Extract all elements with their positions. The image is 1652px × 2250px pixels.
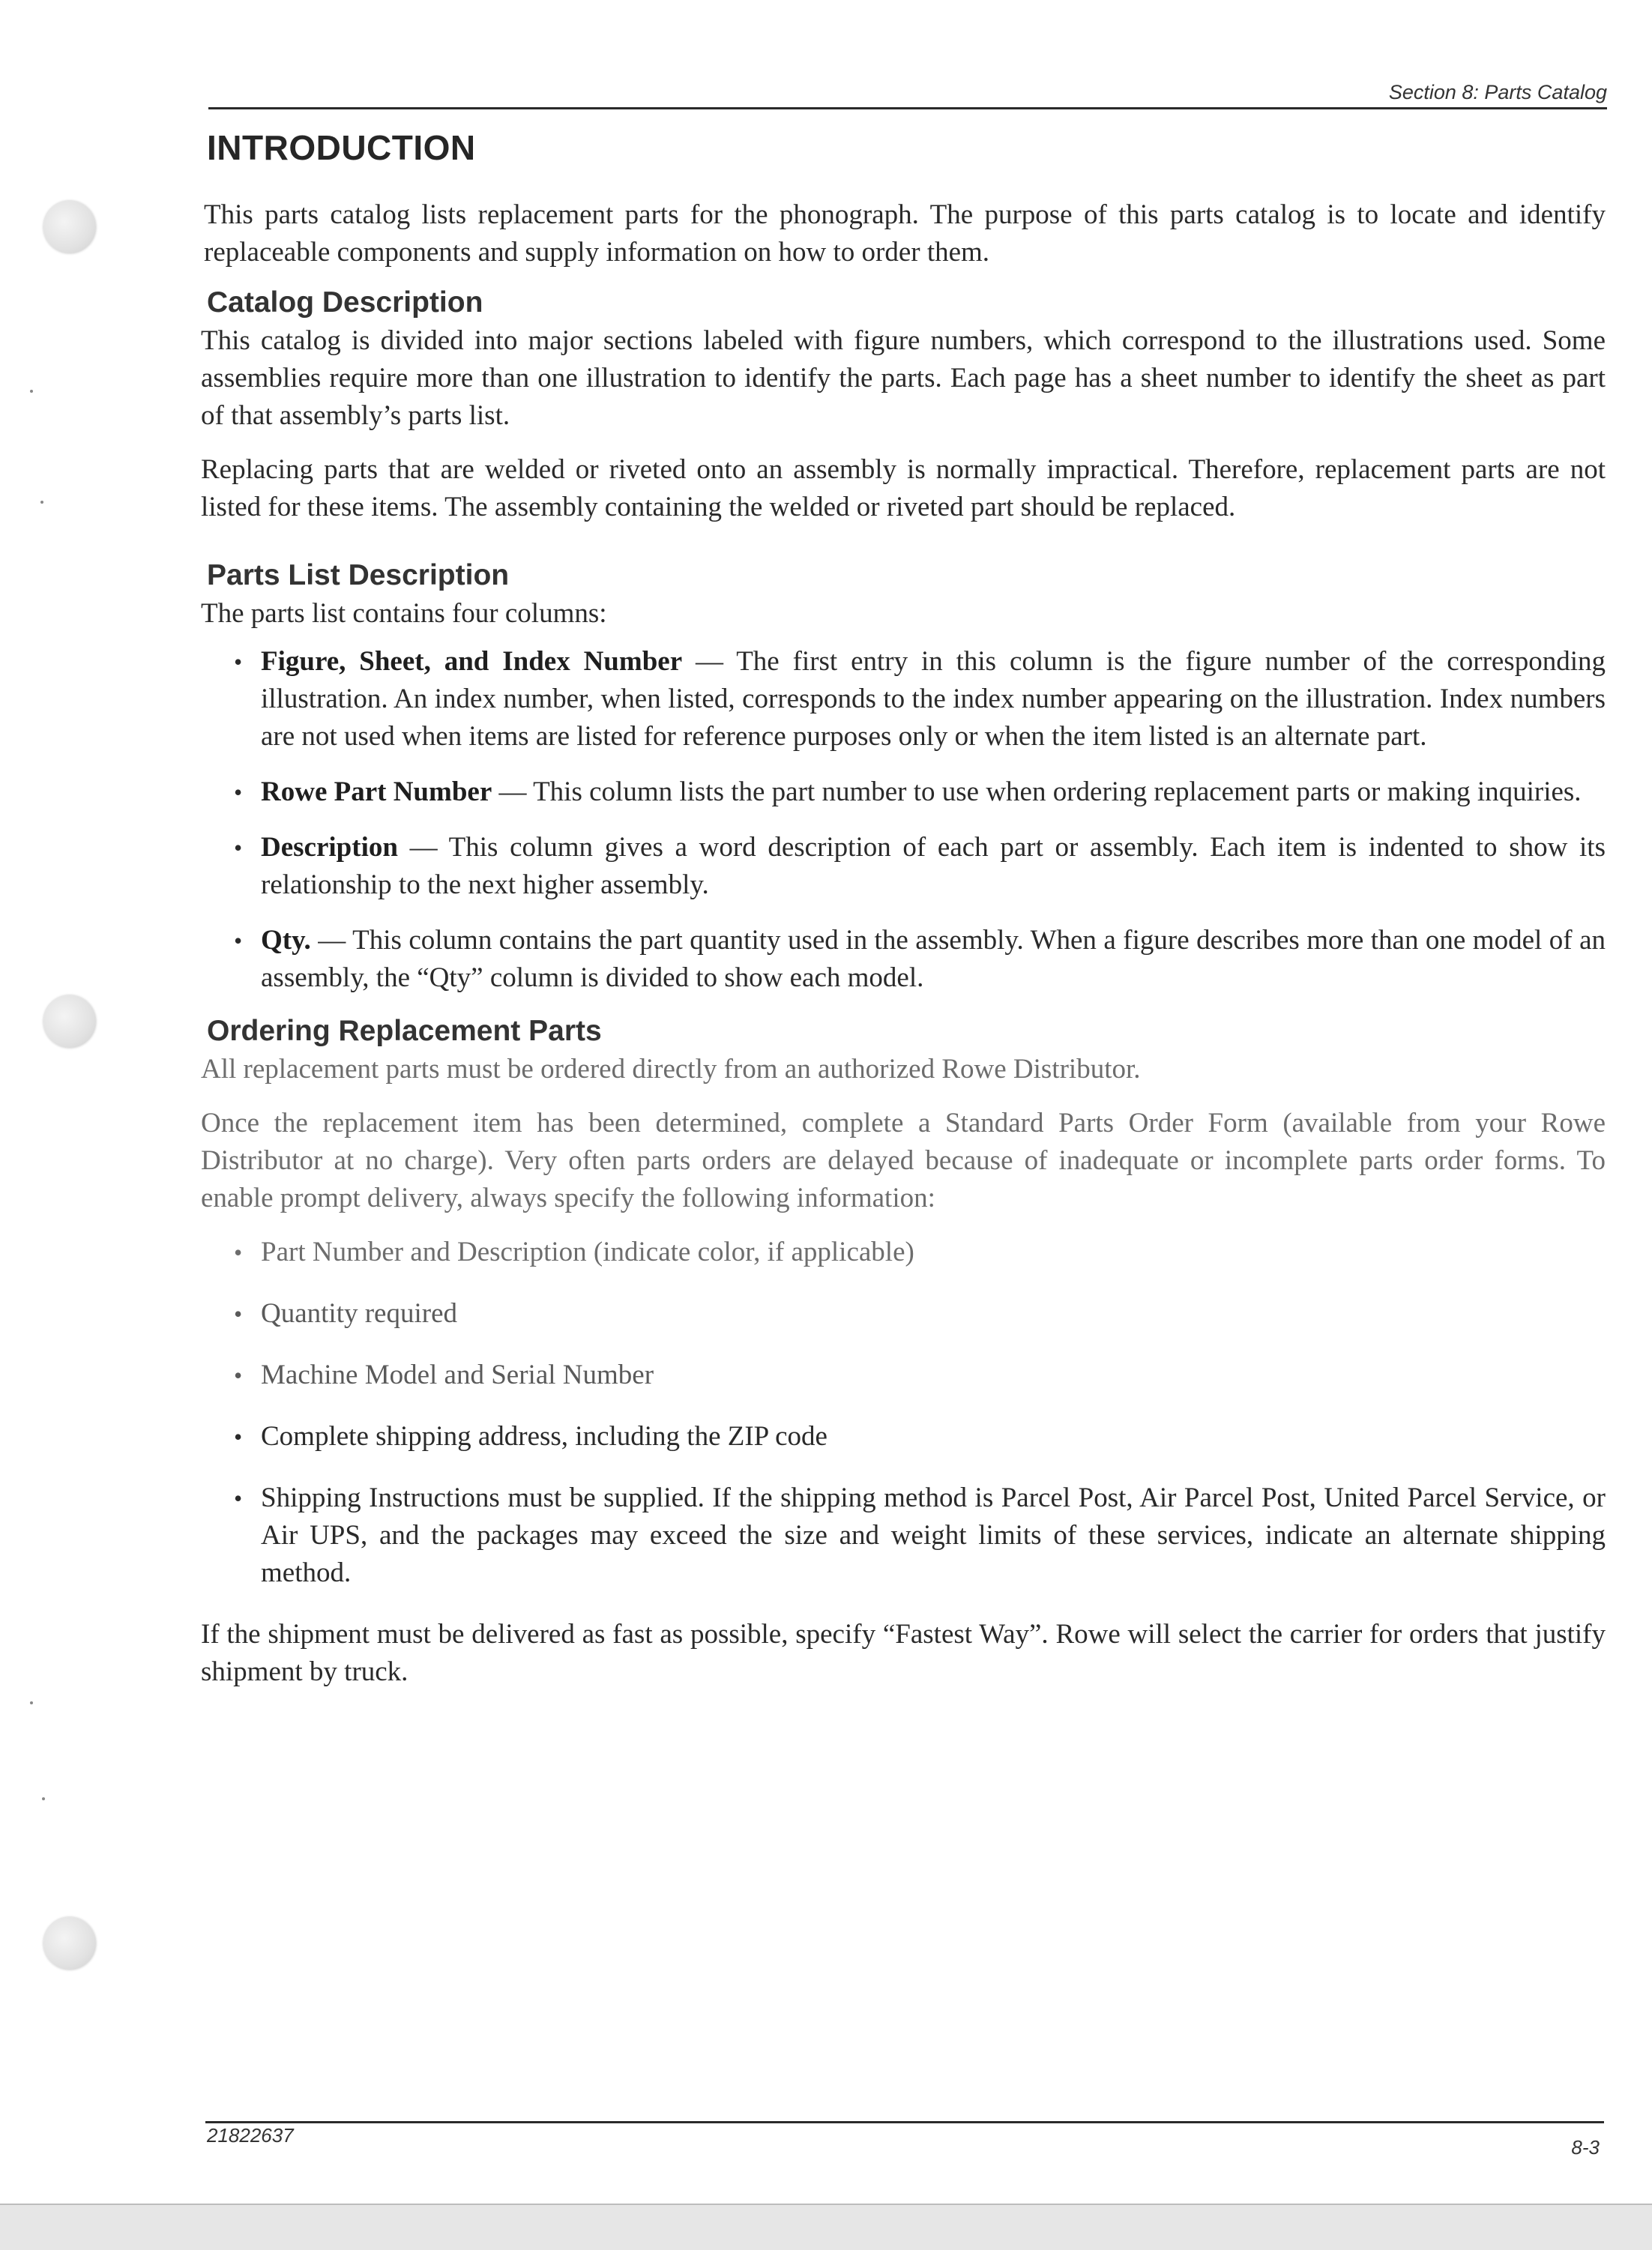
ordering-paragraph-2: Once the replacement item has been determined, complete a Standard Parts Order Form (available from your Rowe Distributor at no charge). Very often parts orders are delayed because of inadequate or incomplete parts order forms. To enable prompt delivery, always specify the following information: xyxy=(201,1108,1606,1213)
ordering-paragraph-1: All replacement parts must be ordered directly from an authorized Rowe Distributor. xyxy=(201,1054,1141,1085)
catalog-description-heading: Catalog Description xyxy=(207,286,483,319)
bullet-icon: • xyxy=(234,834,243,861)
list-item xyxy=(234,1418,1606,1456)
scan-edge xyxy=(0,2204,1652,2250)
bullet-icon: • xyxy=(234,1485,243,1512)
footer-rule xyxy=(205,2121,1604,2123)
column-text: — This column gives a word description of each part or assembly. Each item is indented to show its relationship to the next higher assembly. xyxy=(261,832,1606,900)
list-item xyxy=(234,1480,1606,1592)
ordering-section xyxy=(201,1015,1606,1691)
list-item xyxy=(234,1357,1606,1394)
parts-list-columns xyxy=(201,643,1606,997)
order-info-text: Complete shipping address, including the ZIP code xyxy=(261,1421,827,1452)
scan-speck xyxy=(30,390,33,393)
main-content xyxy=(196,120,1606,1691)
bullet-icon: • xyxy=(234,779,243,806)
column-term: Qty. xyxy=(261,925,311,956)
list-item xyxy=(234,1295,1606,1333)
catalog-description-section xyxy=(201,286,1606,526)
ordering-heading: Ordering Replacement Parts xyxy=(207,1015,602,1047)
list-item xyxy=(234,643,1606,755)
bullet-icon: • xyxy=(234,648,243,675)
bullet-icon: • xyxy=(234,1362,243,1389)
page-number: 8-3 xyxy=(1571,2136,1600,2159)
order-info-text: Shipping Instructions must be supplied. If the shipping method is Parcel Post, Air Parcel Post, United Parcel Service, or Air UPS, and the packages may exceed the size and weight limits of these services, indicate an alternate shipping method. xyxy=(261,1483,1606,1588)
scan-speck xyxy=(40,501,43,504)
bullet-icon: • xyxy=(234,1300,243,1327)
bullet-icon: • xyxy=(234,1239,243,1266)
list-item xyxy=(234,829,1606,904)
intro-paragraph: This parts catalog lists replacement parts for the phonograph. The purpose of this parts catalog is to locate and identify replaceable components and supply information on how to order them. xyxy=(204,199,1606,268)
column-text: — This column lists the part number to use when ordering replacement parts or making inquiries. xyxy=(492,776,1582,807)
column-text: — This column contains the part quantity used in the assembly. When a figure describes more than one model of an assembly, the “Qty” column is divided to show each model. xyxy=(261,925,1606,993)
list-item xyxy=(234,773,1606,811)
binder-hole-top xyxy=(43,201,96,253)
column-term: Figure, Sheet, and Index Number xyxy=(261,646,683,677)
list-item xyxy=(234,922,1606,997)
header-section-label: Section 8: Parts Catalog xyxy=(1388,81,1607,103)
parts-list-description-section xyxy=(201,559,1606,997)
list-item xyxy=(234,1234,1606,1271)
page-title: INTRODUCTION xyxy=(207,128,476,167)
order-info-text: Part Number and Description (indicate color, if applicable) xyxy=(261,1237,914,1267)
header-rule xyxy=(208,107,1607,109)
binder-hole-middle xyxy=(43,995,96,1048)
ordering-closing-paragraph: If the shipment must be delivered as fast as possible, specify “Fastest Way”. Rowe will select the carrier for orders that justify shipment by truck. xyxy=(201,1619,1606,1687)
column-text: — The first entry in this column is the figure number of the corresponding illustration. An index number, when listed, corresponds to the index number appearing on the illustration. Index numbers are not used when items are listed for reference purposes only or when the item listed is an alternate part. xyxy=(261,646,1606,752)
scan-speck xyxy=(30,1701,33,1704)
catalog-description-paragraph-2: Replacing parts that are welded or riveted onto an assembly is normally impractical. Therefore, replacement parts are not listed for these items. The assembly containing the welded or riveted part should be replaced. xyxy=(201,454,1606,522)
binder-hole-bottom xyxy=(43,1917,96,1970)
order-info-text: Machine Model and Serial Number xyxy=(261,1360,654,1390)
parts-list-lead: The parts list contains four columns: xyxy=(201,598,607,629)
column-term: Rowe Part Number xyxy=(261,776,492,807)
column-term: Description xyxy=(261,832,398,863)
parts-list-description-heading: Parts List Description xyxy=(207,559,510,591)
catalog-description-paragraph-1: This catalog is divided into major sections labeled with figure numbers, which correspond to the illustrations used. Some assemblies require more than one illustration to identify the parts. Each page has a sheet number to identify the sheet as part of that assembly’s parts list. xyxy=(201,325,1606,431)
order-info-list xyxy=(201,1234,1606,1592)
order-info-text: Quantity required xyxy=(261,1298,457,1329)
scan-speck xyxy=(42,1797,45,1800)
bullet-icon: • xyxy=(234,1423,243,1450)
document-number: 21822637 xyxy=(207,2124,294,2147)
bullet-icon: • xyxy=(234,927,243,954)
